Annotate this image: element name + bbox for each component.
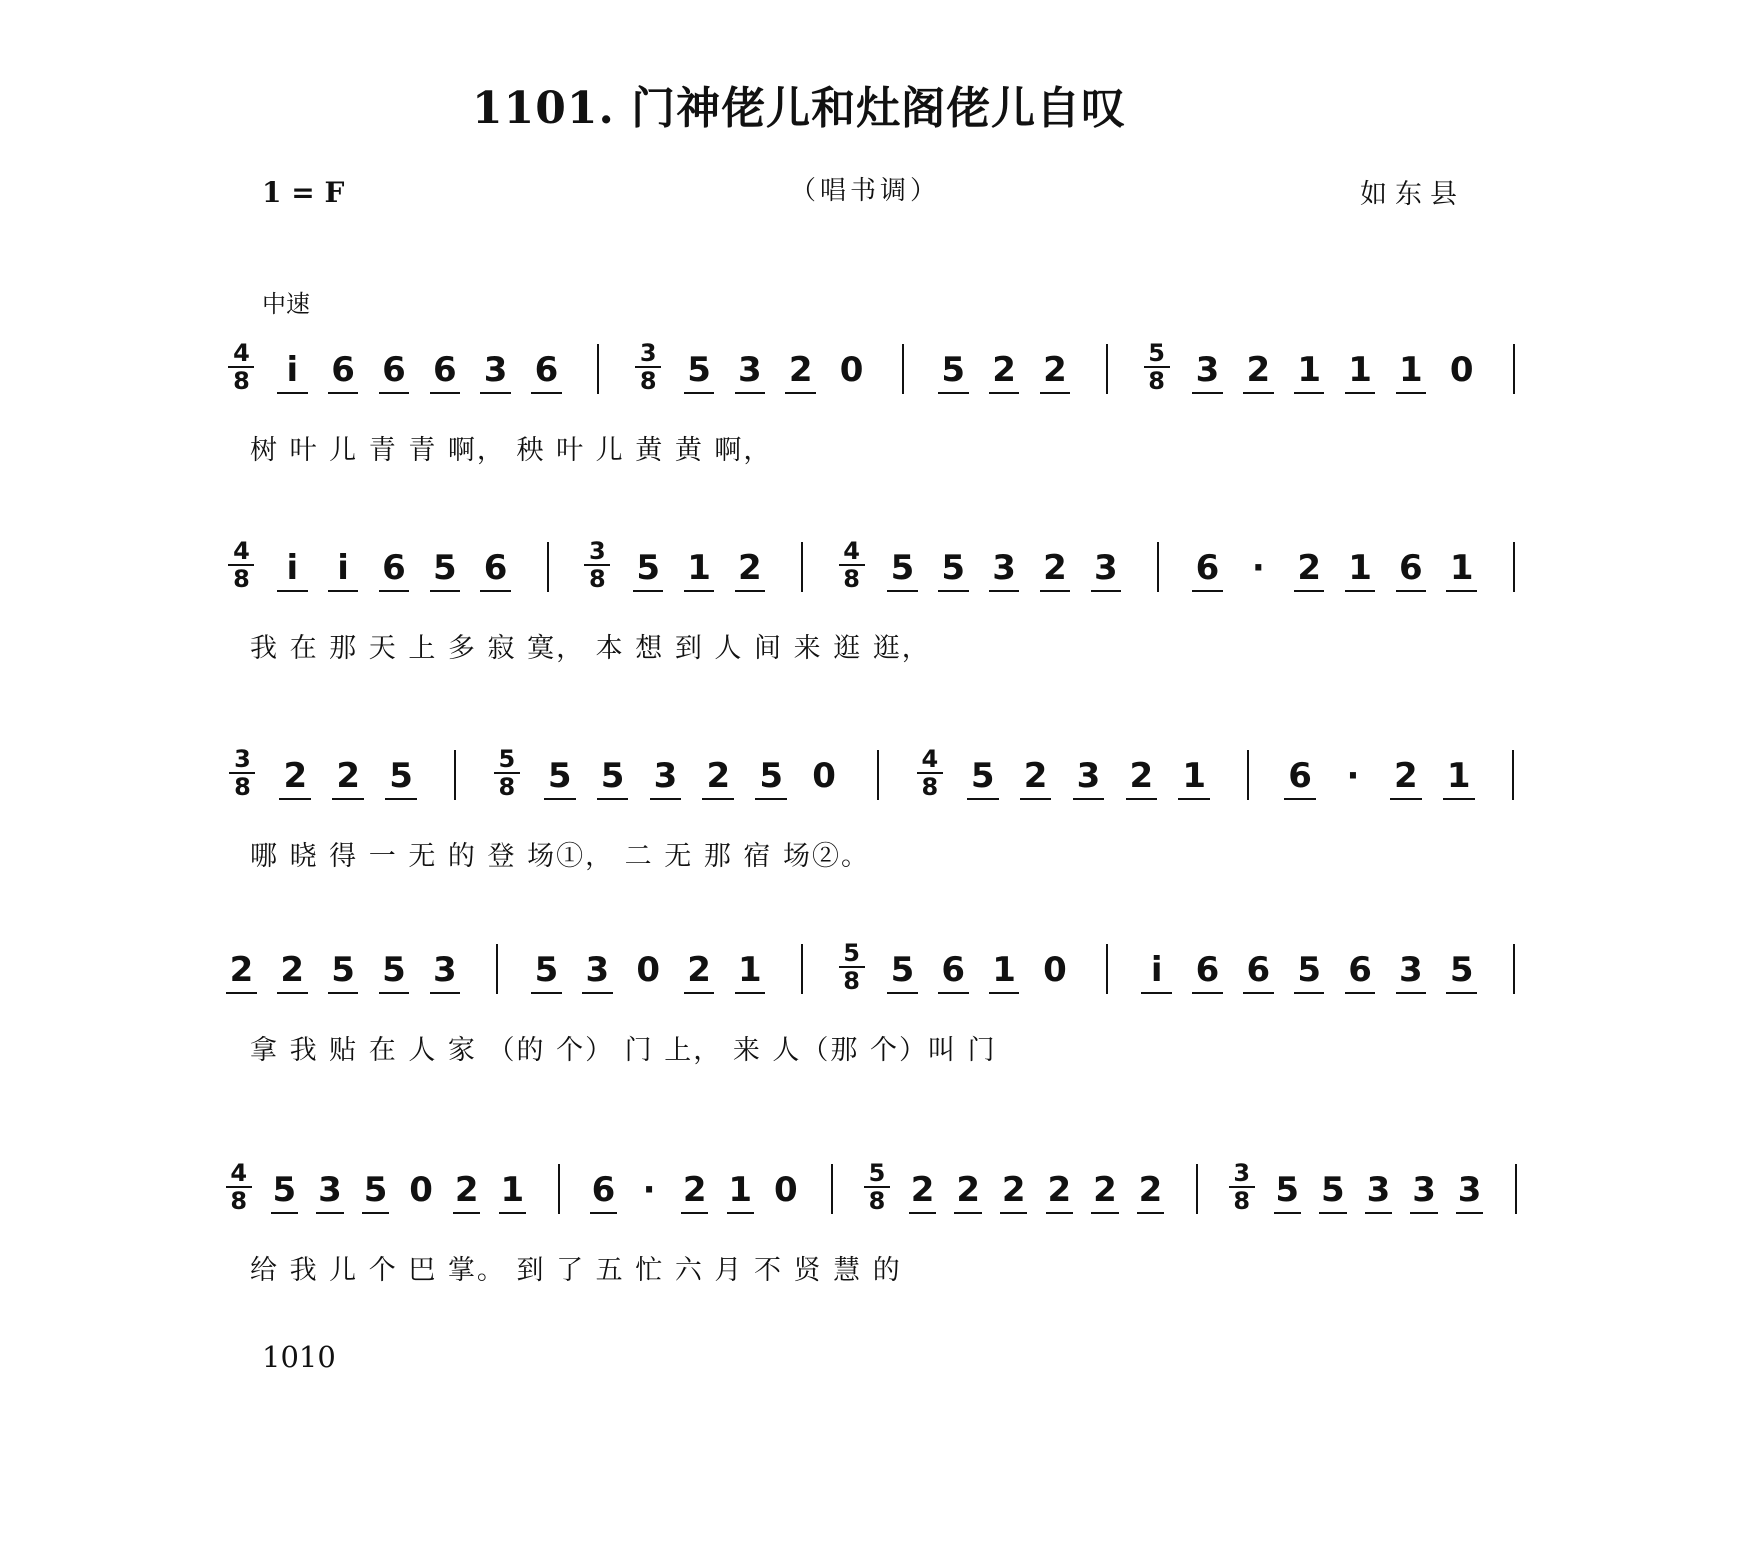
note: 6 xyxy=(1399,548,1423,588)
duration-underline xyxy=(544,798,576,800)
duration-underline xyxy=(362,1212,389,1214)
note: 1 xyxy=(500,1170,525,1210)
note: i xyxy=(337,548,349,588)
duration-underline xyxy=(1396,590,1427,592)
duration-underline xyxy=(316,1212,343,1214)
note: 5 xyxy=(1321,1170,1345,1210)
note: 5 xyxy=(534,950,559,990)
note: 2 xyxy=(738,548,762,588)
note: 3 xyxy=(992,548,1016,588)
time-signature: 4 8 xyxy=(837,538,867,592)
duration-underline xyxy=(954,1212,981,1214)
note: 2 xyxy=(1043,548,1067,588)
duration-underline xyxy=(597,798,629,800)
note: 2 xyxy=(1047,1170,1072,1210)
duration-underline xyxy=(1284,798,1316,800)
duration-underline xyxy=(1456,1212,1483,1214)
note: 3 xyxy=(483,350,508,390)
time-signature: 5 8 xyxy=(492,746,522,800)
note: 3 xyxy=(1366,1170,1391,1210)
note: 1 xyxy=(687,548,711,588)
barline xyxy=(1512,750,1514,800)
duration-underline xyxy=(379,590,410,592)
duration-underline xyxy=(1091,1212,1118,1214)
time-signature: 3 8 xyxy=(227,746,257,800)
note: 1 xyxy=(728,1170,753,1210)
duration-underline xyxy=(430,992,461,994)
barline xyxy=(1157,542,1159,592)
barline xyxy=(801,944,803,994)
duration-underline xyxy=(1319,1212,1346,1214)
barline xyxy=(1106,944,1108,994)
note: 5 xyxy=(600,756,625,796)
note: 1 xyxy=(992,950,1016,990)
duration-underline xyxy=(480,590,511,592)
note: 5 xyxy=(890,950,915,990)
lyrics-line: 树 叶 儿 青 青 啊， 秧 叶 儿 黄 黄 啊， xyxy=(250,435,773,466)
duration-underline xyxy=(1192,992,1223,994)
duration-underline xyxy=(1091,590,1122,592)
note: 6 xyxy=(591,1170,616,1210)
duration-underline xyxy=(681,1212,708,1214)
note: 0 xyxy=(636,950,661,990)
note: 3 xyxy=(653,756,678,796)
lyrics-line: 给 我 儿 个 巴 掌。 到 了 五 忙 六 月 不 贤 慧 的 xyxy=(250,1255,902,1286)
note: 5 xyxy=(941,548,966,588)
duration-underline xyxy=(755,798,787,800)
note: 6 xyxy=(331,350,355,390)
tempo-marking: 中速 xyxy=(262,290,310,318)
time-signature: 4 8 xyxy=(915,746,945,800)
note: 0 xyxy=(812,756,836,796)
note: 6 xyxy=(1195,548,1220,588)
staff-line-3 xyxy=(0,745,1750,906)
duration-underline xyxy=(938,392,969,394)
barline xyxy=(547,542,549,592)
note: 3 xyxy=(1076,756,1101,796)
note: 5 xyxy=(547,756,572,796)
barline xyxy=(1515,1164,1517,1214)
duration-underline xyxy=(684,392,715,394)
note: 5 xyxy=(389,756,413,796)
staff-line-5 xyxy=(0,1159,1750,1320)
barline xyxy=(1106,344,1108,394)
note: 5 xyxy=(272,1170,297,1210)
note: i xyxy=(1150,950,1163,990)
duration-underline xyxy=(277,392,308,394)
lyrics-line: 哪 晓 得 一 无 的 登 场①， 二 无 那 宿 场②。 xyxy=(250,841,870,872)
duration-underline xyxy=(684,590,715,592)
note: 1 xyxy=(1446,756,1471,796)
barline xyxy=(831,1164,833,1214)
duration-underline xyxy=(1192,590,1223,592)
note: 5 xyxy=(382,950,406,990)
note: 2 xyxy=(283,756,308,796)
duration-underline xyxy=(430,392,461,394)
staff-line-2 xyxy=(0,537,1750,698)
page-number: 1010 xyxy=(262,1340,336,1374)
note: 5 xyxy=(1449,950,1474,990)
duration-underline xyxy=(1126,798,1158,800)
staff-line-1 xyxy=(0,339,1750,500)
note: 2 xyxy=(956,1170,980,1210)
duration-underline xyxy=(633,590,664,592)
duration-underline xyxy=(531,392,562,394)
barline xyxy=(558,1164,560,1214)
time-signature: 4 8 xyxy=(226,538,256,592)
augmentation-dot: · xyxy=(642,1170,656,1210)
barline xyxy=(496,944,498,994)
note: 1 xyxy=(1348,350,1372,390)
duration-underline xyxy=(1274,1212,1301,1214)
duration-underline xyxy=(1000,1212,1027,1214)
duration-underline xyxy=(887,590,918,592)
duration-underline xyxy=(499,1212,526,1214)
augmentation-dot: · xyxy=(1251,548,1265,588)
duration-underline xyxy=(279,798,311,800)
duration-underline xyxy=(271,1212,298,1214)
note: 6 xyxy=(1288,756,1312,796)
duration-underline xyxy=(453,1212,480,1214)
note: 6 xyxy=(1195,950,1220,990)
note: 5 xyxy=(687,350,711,390)
note: 3 xyxy=(738,350,762,390)
note: 5 xyxy=(331,950,355,990)
augmentation-dot: · xyxy=(1346,756,1360,796)
note: 5 xyxy=(1297,950,1322,990)
note: i xyxy=(286,548,299,588)
note: 6 xyxy=(1348,950,1372,990)
duration-underline xyxy=(1396,392,1427,394)
duration-underline xyxy=(1141,992,1172,994)
note: 2 xyxy=(1138,1170,1163,1210)
duration-underline xyxy=(1137,1212,1164,1214)
note: 2 xyxy=(454,1170,479,1210)
duration-underline xyxy=(1345,392,1376,394)
barline xyxy=(1513,944,1515,994)
note: 1 xyxy=(1297,350,1322,390)
note: 3 xyxy=(1093,548,1118,588)
duration-underline xyxy=(1178,798,1210,800)
note: 6 xyxy=(382,548,406,588)
note: 2 xyxy=(682,1170,707,1210)
region-label: 如东县 xyxy=(1360,179,1465,210)
duration-underline xyxy=(385,798,417,800)
duration-underline xyxy=(1294,992,1325,994)
note: 2 xyxy=(1393,756,1418,796)
duration-underline xyxy=(1396,992,1427,994)
duration-underline xyxy=(277,992,308,994)
time-signature: 4 8 xyxy=(224,1160,254,1214)
duration-underline xyxy=(938,590,969,592)
note: 6 xyxy=(483,548,508,588)
duration-underline xyxy=(328,392,359,394)
time-signature: 3 8 xyxy=(1227,1160,1257,1214)
duration-underline xyxy=(1243,392,1274,394)
note: 6 xyxy=(432,350,457,390)
duration-underline xyxy=(1345,992,1376,994)
duration-underline xyxy=(909,1212,936,1214)
duration-underline xyxy=(938,992,969,994)
note: 2 xyxy=(687,950,711,990)
note: 0 xyxy=(773,1170,798,1210)
duration-underline xyxy=(328,992,359,994)
note: 0 xyxy=(839,350,864,390)
note: 6 xyxy=(534,350,559,390)
note: 0 xyxy=(409,1170,433,1210)
duration-underline xyxy=(1040,590,1071,592)
note: 1 xyxy=(738,950,762,990)
note: 3 xyxy=(585,950,610,990)
duration-underline xyxy=(1294,590,1325,592)
duration-underline xyxy=(1040,392,1071,394)
duration-underline xyxy=(379,992,410,994)
duration-underline xyxy=(727,1212,754,1214)
duration-underline xyxy=(1046,1212,1073,1214)
duration-underline xyxy=(684,992,715,994)
time-signature: 3 8 xyxy=(582,538,612,592)
note: 0 xyxy=(1043,950,1067,990)
note: 3 xyxy=(318,1170,342,1210)
note: 3 xyxy=(1457,1170,1482,1210)
barline xyxy=(1196,1164,1198,1214)
note: 2 xyxy=(229,950,254,990)
note: 1 xyxy=(1348,548,1372,588)
barline xyxy=(801,542,803,592)
duration-underline xyxy=(582,992,613,994)
duration-underline xyxy=(989,992,1020,994)
note: 2 xyxy=(1297,548,1322,588)
duration-underline xyxy=(967,798,999,800)
note: 2 xyxy=(1129,756,1154,796)
duration-underline xyxy=(531,992,562,994)
duration-underline xyxy=(430,590,461,592)
note: 1 xyxy=(1399,350,1423,390)
note: 2 xyxy=(788,350,813,390)
duration-underline xyxy=(1443,798,1475,800)
barline xyxy=(902,344,904,394)
duration-underline xyxy=(1243,992,1274,994)
duration-underline xyxy=(332,798,364,800)
duration-underline xyxy=(226,992,257,994)
genre-label: （唱书调） xyxy=(790,176,941,206)
lyrics-line: 我 在 那 天 上 多 寂 寞， 本 想 到 人 间 来 逛 逛， xyxy=(250,633,931,664)
note: 2 xyxy=(336,756,361,796)
duration-underline xyxy=(1446,590,1477,592)
duration-underline xyxy=(650,798,682,800)
duration-underline xyxy=(1345,590,1376,592)
duration-underline xyxy=(735,590,766,592)
duration-underline xyxy=(1365,1212,1392,1214)
note: 2 xyxy=(280,950,305,990)
note: 3 xyxy=(1412,1170,1436,1210)
note: i xyxy=(286,350,299,390)
note: 1 xyxy=(1449,548,1474,588)
song-title: 1101. 门神佬儿和灶阁佬儿自叹 xyxy=(472,83,1127,134)
duration-underline xyxy=(379,392,410,394)
note: 5 xyxy=(970,756,995,796)
note: 5 xyxy=(432,548,457,588)
duration-underline xyxy=(735,392,766,394)
duration-underline xyxy=(1446,992,1477,994)
note: 6 xyxy=(941,950,966,990)
note: 2 xyxy=(1043,350,1067,390)
duration-underline xyxy=(277,590,308,592)
note: 2 xyxy=(1023,756,1048,796)
note: 5 xyxy=(363,1170,388,1210)
note: 5 xyxy=(759,756,784,796)
note: 3 xyxy=(1399,950,1423,990)
note: 6 xyxy=(1246,950,1271,990)
lyrics-line: 拿 我 贴 在 人 家 （的 个） 门 上， 来 人（那 个）叫 门 xyxy=(250,1035,997,1066)
time-signature: 5 8 xyxy=(862,1160,892,1214)
note: 6 xyxy=(382,350,406,390)
note: 2 xyxy=(1093,1170,1117,1210)
note: 2 xyxy=(706,756,731,796)
barline xyxy=(1513,542,1515,592)
barline xyxy=(454,750,456,800)
time-signature: 5 8 xyxy=(837,940,867,994)
duration-underline xyxy=(887,992,918,994)
note: 1 xyxy=(1182,756,1207,796)
note: 5 xyxy=(890,548,915,588)
duration-underline xyxy=(1073,798,1105,800)
duration-underline xyxy=(702,798,734,800)
duration-underline xyxy=(1294,392,1325,394)
key-signature: 1 = F xyxy=(262,176,345,209)
note: 5 xyxy=(941,350,966,390)
duration-underline xyxy=(590,1212,617,1214)
barline xyxy=(597,344,599,394)
duration-underline xyxy=(989,590,1020,592)
note: 2 xyxy=(1001,1170,1026,1210)
duration-underline xyxy=(785,392,816,394)
duration-underline xyxy=(328,590,359,592)
note: 0 xyxy=(1449,350,1474,390)
duration-underline xyxy=(480,392,511,394)
note: 2 xyxy=(1246,350,1271,390)
time-signature: 5 8 xyxy=(1142,340,1172,394)
duration-underline xyxy=(1020,798,1052,800)
note: 2 xyxy=(910,1170,935,1210)
staff-line-4 xyxy=(0,939,1750,1100)
note: 5 xyxy=(636,548,661,588)
barline xyxy=(1247,750,1249,800)
duration-underline xyxy=(1192,392,1223,394)
note: 2 xyxy=(992,350,1016,390)
time-signature: 4 8 xyxy=(226,340,256,394)
note: 3 xyxy=(1195,350,1220,390)
duration-underline xyxy=(1390,798,1422,800)
duration-underline xyxy=(989,392,1020,394)
time-signature: 3 8 xyxy=(633,340,663,394)
barline xyxy=(1513,344,1515,394)
note: 5 xyxy=(1275,1170,1300,1210)
barline xyxy=(877,750,879,800)
note: 3 xyxy=(432,950,457,990)
duration-underline xyxy=(735,992,766,994)
duration-underline xyxy=(1410,1212,1437,1214)
